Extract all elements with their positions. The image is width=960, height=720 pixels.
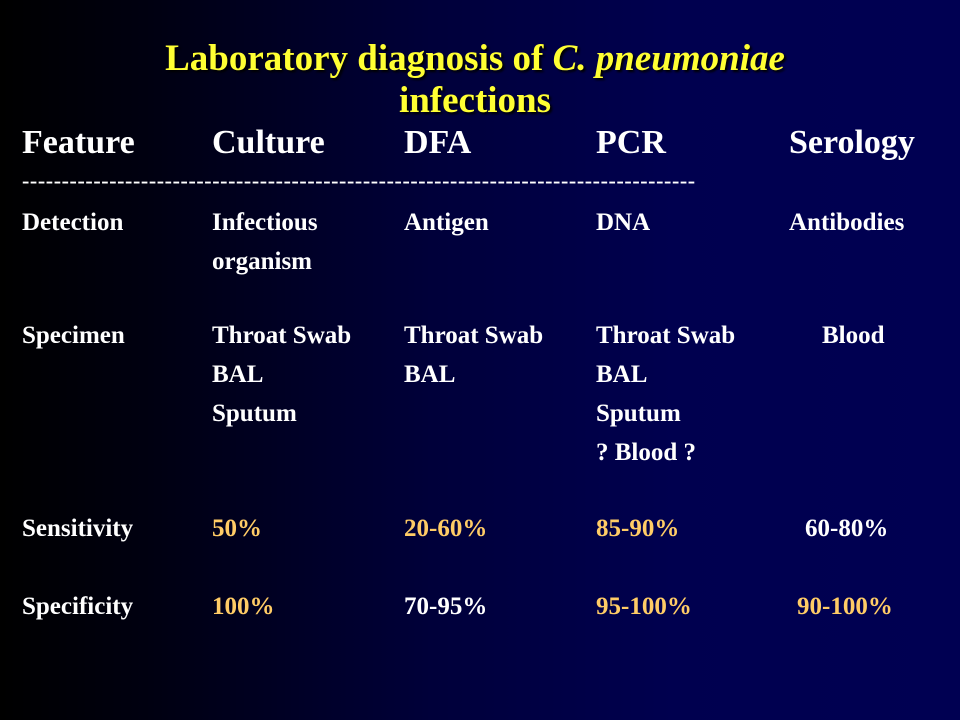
detection-serology: Antibodies [789, 209, 905, 236]
header-pcr: PCR [596, 124, 666, 161]
specimen-culture-1: Throat Swab [212, 322, 352, 349]
detection-pcr: DNA [596, 209, 651, 236]
slide-title [60, 38, 890, 122]
header-divider: ------------------------------------------------------------------------------------- [22, 168, 696, 193]
title-suffix: infections [398, 80, 552, 121]
detection-culture-line2: organism [212, 248, 312, 275]
row-label-specificity: Specificity [22, 593, 134, 620]
row-label-sensitivity: Sensitivity [22, 515, 134, 542]
header-serology: Serology [789, 124, 915, 161]
specimen-pcr-3: Sputum [596, 400, 681, 427]
detection-dfa: Antigen [404, 209, 489, 236]
specificity-pcr: 95-100% [596, 593, 692, 620]
title-prefix: Laboratory diagnosis of [165, 38, 553, 79]
specimen-pcr-2: BAL [596, 361, 648, 388]
header-feature: Feature [22, 124, 135, 161]
title-italic: C. pneumoniae [552, 38, 785, 79]
sensitivity-culture: 50% [212, 515, 262, 542]
detection-culture: Infectious [212, 209, 318, 236]
specificity-culture: 100% [212, 593, 275, 620]
specificity-dfa: 70-95% [404, 593, 488, 620]
specimen-pcr-1: Throat Swab [596, 322, 736, 349]
specimen-culture-3: Sputum [212, 400, 297, 427]
sensitivity-serology: 60-80% [805, 515, 889, 542]
specificity-serology: 90-100% [797, 593, 893, 620]
row-label-specimen: Specimen [22, 322, 125, 349]
specimen-serology: Blood [822, 322, 885, 349]
specimen-dfa-1: Throat Swab [404, 322, 544, 349]
header-dfa: DFA [404, 124, 472, 161]
sensitivity-pcr: 85-90% [596, 515, 680, 542]
row-label-detection: Detection [22, 209, 124, 236]
specimen-pcr-4: ? Blood ? [596, 439, 697, 466]
header-culture: Culture [212, 124, 325, 161]
specimen-culture-2: BAL [212, 361, 264, 388]
sensitivity-dfa: 20-60% [404, 515, 488, 542]
specimen-dfa-2: BAL [404, 361, 456, 388]
